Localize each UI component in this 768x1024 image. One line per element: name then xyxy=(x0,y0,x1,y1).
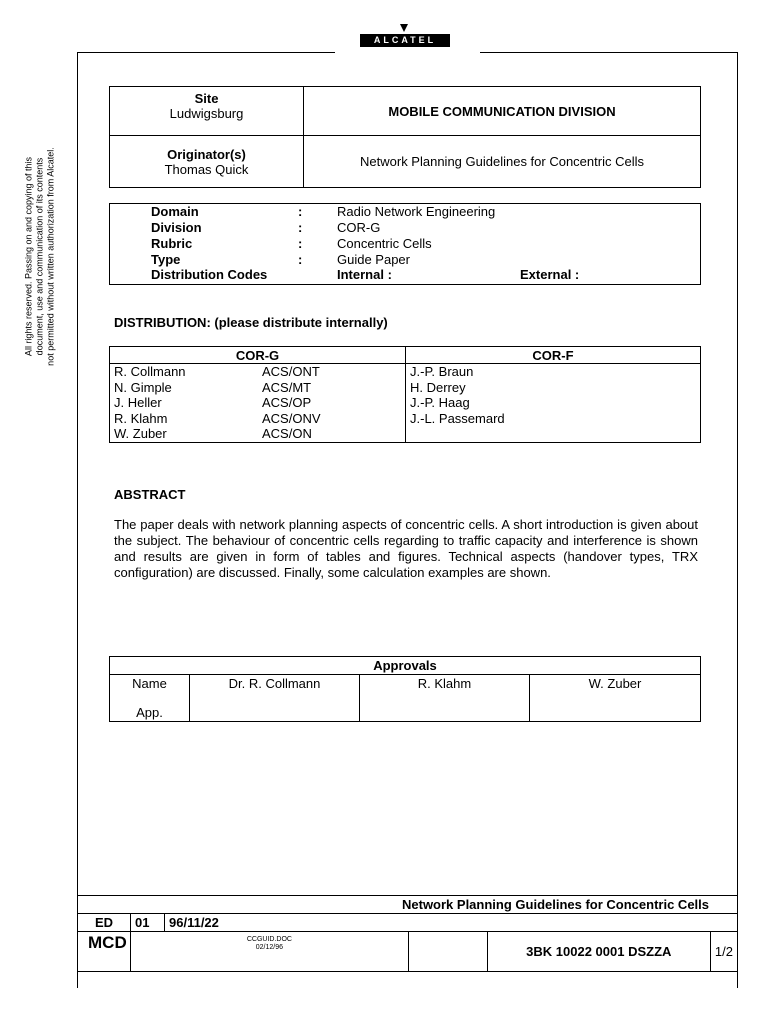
list-item: J. Heller ACS/OP xyxy=(114,395,312,410)
approvals-labels xyxy=(110,675,190,722)
file-date: 02/12/96 xyxy=(255,944,284,951)
meta-value: COR-G xyxy=(337,220,381,235)
logo-triangle-icon xyxy=(400,24,408,32)
copyright-line: not permitted without written authorization from Alcatel. xyxy=(45,147,56,366)
copyright-notice xyxy=(24,107,57,407)
metadata-box xyxy=(109,203,701,285)
header-table xyxy=(109,86,701,188)
ed-label: ED xyxy=(78,914,131,932)
abstract-title: ABSTRACT xyxy=(114,487,186,502)
meta-sep: : xyxy=(298,252,303,267)
list-item: N. Gimple ACS/MT xyxy=(114,379,312,395)
name-label: Name xyxy=(132,676,167,691)
cor-f-list xyxy=(406,364,701,443)
site-cell xyxy=(110,87,304,136)
division-title: MOBILE COMMUNICATION DIVISION xyxy=(304,87,701,136)
approver-name: Dr. R. Collmann xyxy=(190,675,360,722)
list-item: J.-P. Braun xyxy=(410,364,474,379)
approvals-title: Approvals xyxy=(110,657,701,675)
meta-label: Domain xyxy=(151,204,199,219)
list-item: H. Derrey xyxy=(410,379,466,395)
document-title: Network Planning Guidelines for Concentric Cells xyxy=(304,136,701,188)
meta-value: Guide Paper xyxy=(337,252,410,267)
internal-label: Internal : xyxy=(337,267,392,282)
distribution-title: DISTRIBUTION: (please distribute internally) xyxy=(114,315,388,330)
originator-cell xyxy=(110,136,304,188)
meta-label: Division xyxy=(151,220,202,235)
file-name: CCGUID.DOC xyxy=(246,936,292,943)
meta-label: Rubric xyxy=(151,236,193,251)
footer-date: 96/11/22 xyxy=(165,914,738,932)
footer-title: Network Planning Guidelines for Concentric Cells xyxy=(78,896,738,914)
doc-number: 3BK 10022 0001 DSZZA xyxy=(487,932,710,972)
list-item: J.-L. Passemard xyxy=(410,410,505,426)
empty-cell xyxy=(408,932,487,972)
abstract-text: The paper deals with network planning aspects of concentric cells. A short introduction is given about the subject. The behaviour of concentric cells regarding to traffic capacity and interference is shown and results are given in form of tables and figures. Technical aspects (handover types, TRX configuration) are discussed. Finally, some calculation examples are shown. xyxy=(114,517,698,580)
frame-right-border xyxy=(737,52,738,988)
app-label: App. xyxy=(136,705,163,720)
originator-value: Thomas Quick xyxy=(164,161,249,177)
list-item: R. Klahm ACS/ONV xyxy=(114,410,321,426)
meta-label: Type xyxy=(151,252,181,267)
ed-value: 01 xyxy=(131,914,165,932)
footer-table xyxy=(77,895,738,972)
distribution-codes-label: Distribution Codes xyxy=(151,267,268,282)
list-item: R. Collmann ACS/ONT xyxy=(114,364,320,379)
frame-top-right-border xyxy=(480,52,738,53)
distribution-table xyxy=(109,346,701,443)
frame-left-border xyxy=(77,52,78,988)
page-number: 1/2 xyxy=(710,932,737,972)
site-label: Site xyxy=(194,91,219,106)
external-label: External : xyxy=(520,267,580,282)
approver-name: R. Klahm xyxy=(360,675,530,722)
cor-g-header: COR-G xyxy=(110,347,406,364)
mcd-label: MCD xyxy=(78,932,131,972)
copyright-line: All rights reserved. Passing on and copying of this xyxy=(23,156,34,357)
cor-f-header: COR-F xyxy=(406,347,701,364)
copyright-line: document, use and communication of its contents xyxy=(34,157,45,356)
list-item: W. Zuber ACS/ON xyxy=(114,426,312,441)
meta-sep: : xyxy=(298,236,303,251)
cor-g-list xyxy=(110,364,406,443)
meta-value: Concentric Cells xyxy=(337,236,432,251)
site-value: Ludwigsburg xyxy=(169,106,244,121)
frame-top-left-border xyxy=(77,52,335,53)
originator-label: Originator(s) xyxy=(167,146,246,162)
meta-value: Radio Network Engineering xyxy=(337,204,496,219)
list-item: J.-P. Haag xyxy=(410,395,470,410)
meta-sep: : xyxy=(298,220,303,235)
alcatel-logo: ALCATEL xyxy=(360,34,450,47)
file-info xyxy=(131,932,409,972)
meta-sep: : xyxy=(298,204,303,219)
approver-name: W. Zuber xyxy=(530,675,701,722)
approvals-table xyxy=(109,656,701,722)
